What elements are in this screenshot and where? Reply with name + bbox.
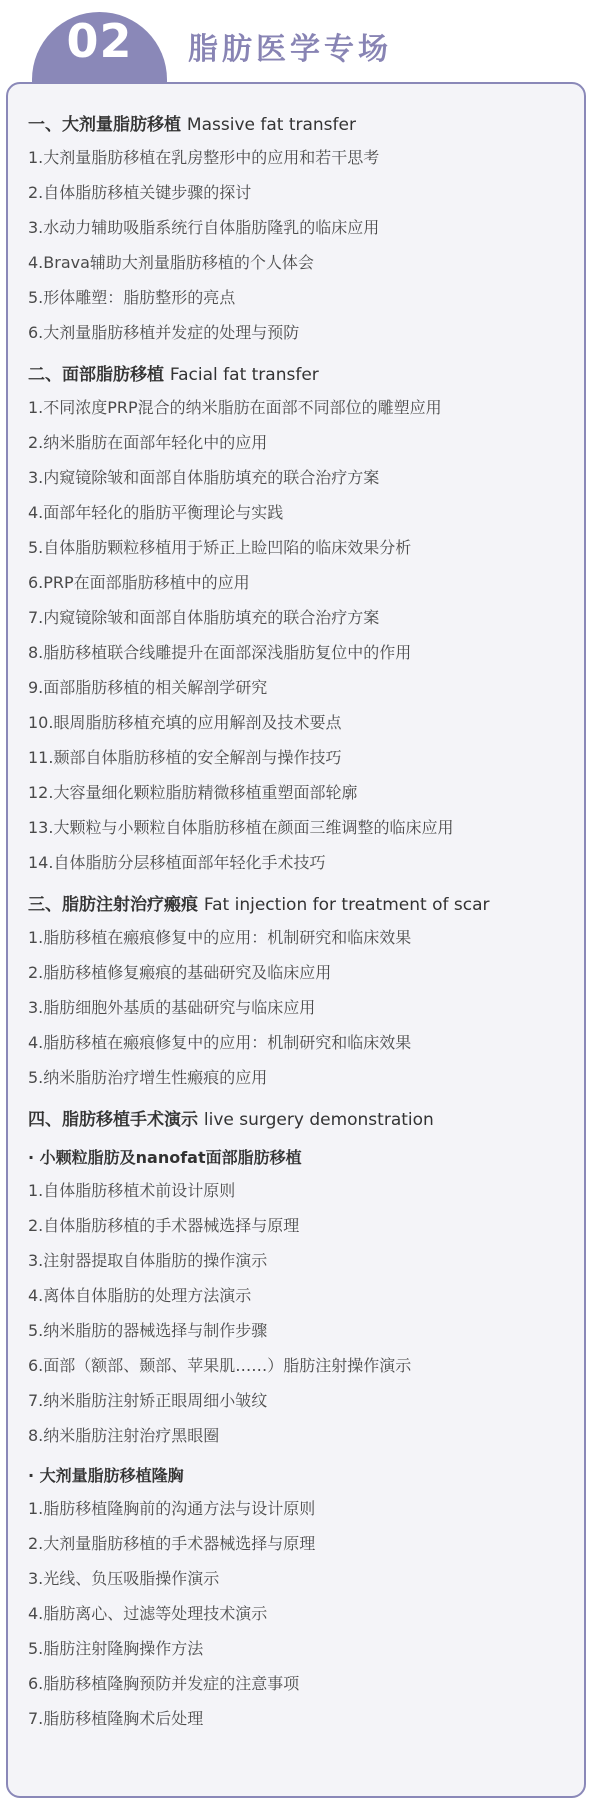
list-item: 5.脂肪注射隆胸操作方法 bbox=[28, 1639, 204, 1658]
list-item: 4.Brava辅助大剂量脂肪移植的个人体会 bbox=[28, 253, 314, 272]
header-number: 02 bbox=[66, 14, 133, 68]
list-item: 7.内窥镜除皱和面部自体脂肪填充的联合治疗方案 bbox=[28, 608, 380, 627]
list-item: 1.大剂量脂肪移植在乳房整形中的应用和若干思考 bbox=[28, 148, 380, 167]
list-item: 7.纳米脂肪注射矫正眼周细小皱纹 bbox=[28, 1391, 268, 1410]
list-item: 10.眼周脂肪移植充填的应用解剖及技术要点 bbox=[28, 713, 342, 732]
list-item: 14.自体脂肪分层移植面部年轻化手术技巧 bbox=[28, 853, 326, 872]
section-title-cn: 三、脂肪注射治疗瘢痕 bbox=[28, 895, 198, 915]
section-title-cn: 四、脂肪移植手术演示 bbox=[28, 1110, 198, 1130]
section-title-cn: 二、面部脂肪移植 bbox=[28, 365, 164, 385]
list-item: 4.面部年轻化的脂肪平衡理论与实践 bbox=[28, 503, 284, 522]
list-item: 4.脂肪移植在瘢痕修复中的应用：机制研究和临床效果 bbox=[28, 1033, 412, 1052]
header-title: 脂肪医学专场 bbox=[188, 32, 392, 67]
section-title-en: live surgery demonstration bbox=[203, 1110, 434, 1130]
section-heading-massive-fat-transfer bbox=[28, 110, 564, 140]
section-title-en: Facial fat transfer bbox=[169, 365, 319, 385]
section-title-en: Massive fat transfer bbox=[186, 115, 356, 135]
section-heading-facial-fat-transfer bbox=[28, 360, 564, 390]
section-header bbox=[0, 0, 600, 86]
list-item: 8.脂肪移植联合线雕提升在面部深浅脂肪复位中的作用 bbox=[28, 643, 412, 662]
list-item: 2.脂肪移植修复瘢痕的基础研究及临床应用 bbox=[28, 963, 332, 982]
list-item: 1.自体脂肪移植术前设计原则 bbox=[28, 1181, 236, 1200]
list-item: 2.自体脂肪移植的手术器械选择与原理 bbox=[28, 1216, 300, 1235]
list-item: 8.纳米脂肪注射治疗黑眼圈 bbox=[28, 1426, 220, 1445]
list-item: 4.离体自体脂肪的处理方法演示 bbox=[28, 1286, 252, 1305]
list-item: 5.形体雕塑：脂肪整形的亮点 bbox=[28, 288, 236, 307]
list-item: 2.纳米脂肪在面部年轻化中的应用 bbox=[28, 433, 268, 452]
list-item: 1.不同浓度PRP混合的纳米脂肪在面部不同部位的雕塑应用 bbox=[28, 398, 442, 417]
list-item: 5.纳米脂肪的器械选择与制作步骤 bbox=[28, 1321, 268, 1340]
subsection-heading-breast-augmentation: · 大剂量脂肪移植隆胸 bbox=[28, 1466, 184, 1485]
list-item: 13.大颗粒与小颗粒自体脂肪移植在颜面三维调整的临床应用 bbox=[28, 818, 454, 837]
list-item: 12.大容量细化颗粒脂肪精微移植重塑面部轮廓 bbox=[28, 783, 358, 802]
list-item: 3.内窥镜除皱和面部自体脂肪填充的联合治疗方案 bbox=[28, 468, 380, 487]
list-item: 6.PRP在面部脂肪移植中的应用 bbox=[28, 573, 250, 592]
list-item: 11.颞部自体脂肪移植的安全解剖与操作技巧 bbox=[28, 748, 342, 767]
list-item: 3.光线、负压吸脂操作演示 bbox=[28, 1569, 220, 1588]
list-item: 9.面部脂肪移植的相关解剖学研究 bbox=[28, 678, 268, 697]
list-item: 5.纳米脂肪治疗增生性瘢痕的应用 bbox=[28, 1068, 268, 1087]
section-title-cn: 一、大剂量脂肪移植 bbox=[28, 115, 181, 135]
list-item: 3.水动力辅助吸脂系统行自体脂肪隆乳的临床应用 bbox=[28, 218, 380, 237]
subsection-heading-nanofat: · 小颗粒脂肪及nanofat面部脂肪移植 bbox=[28, 1148, 302, 1167]
list-item: 5.自体脂肪颗粒移植用于矫正上睑凹陷的临床效果分析 bbox=[28, 538, 412, 557]
list-item: 3.注射器提取自体脂肪的操作演示 bbox=[28, 1251, 268, 1270]
list-item: 2.自体脂肪移植关键步骤的探讨 bbox=[28, 183, 252, 202]
content-panel bbox=[6, 82, 586, 1798]
list-item: 6.大剂量脂肪移植并发症的处理与预防 bbox=[28, 323, 300, 342]
section-title-en: Fat injection for treatment of scar bbox=[203, 895, 490, 915]
list-item: 1.脂肪移植隆胸前的沟通方法与设计原则 bbox=[28, 1499, 316, 1518]
list-item: 7.脂肪移植隆胸术后处理 bbox=[28, 1709, 204, 1728]
list-item: 2.大剂量脂肪移植的手术器械选择与原理 bbox=[28, 1534, 316, 1553]
list-item: 1.脂肪移植在瘢痕修复中的应用：机制研究和临床效果 bbox=[28, 928, 412, 947]
section-heading-scar-treatment bbox=[28, 890, 564, 920]
list-item: 6.面部（额部、颞部、苹果肌……）脂肪注射操作演示 bbox=[28, 1356, 412, 1375]
section-heading-live-surgery bbox=[28, 1105, 564, 1135]
list-item: 4.脂肪离心、过滤等处理技术演示 bbox=[28, 1604, 268, 1623]
list-item: 6.脂肪移植隆胸预防并发症的注意事项 bbox=[28, 1674, 300, 1693]
list-item: 3.脂肪细胞外基质的基础研究与临床应用 bbox=[28, 998, 316, 1017]
